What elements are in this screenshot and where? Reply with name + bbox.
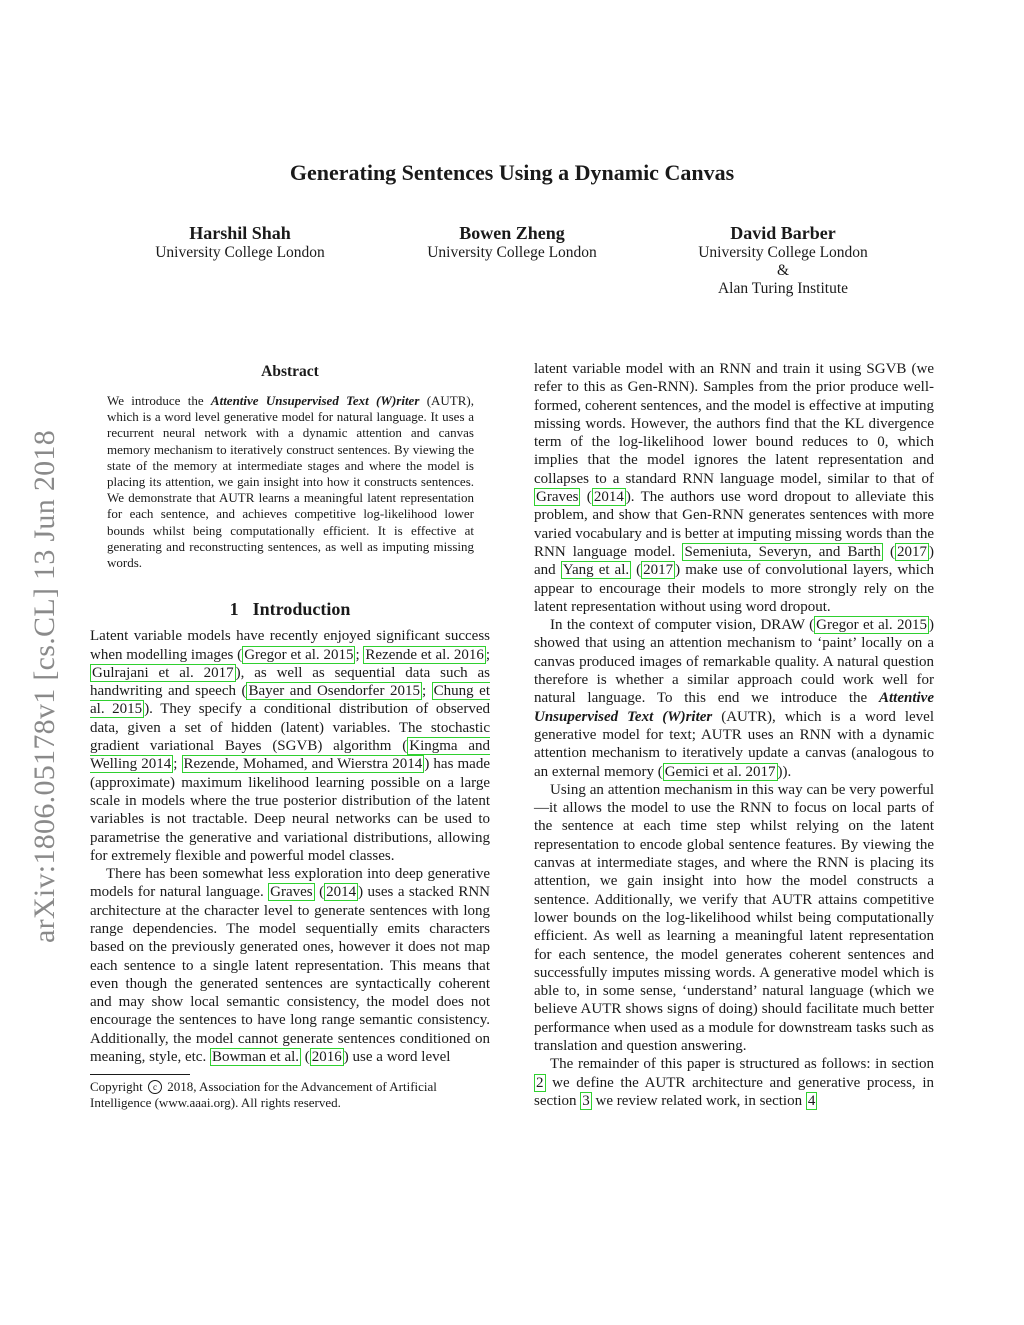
section-ref-link[interactable]: 2 xyxy=(536,1074,544,1091)
model-name: Attentive Unsupervised Text (W)riter xyxy=(210,393,420,408)
citation-link[interactable]: Rezende, Mohamed, and Wierstra 2014 xyxy=(183,756,423,773)
citation-link[interactable]: Gemici et al. 2017 xyxy=(664,763,776,780)
citation-link[interactable]: Kingma and Welling 2014 xyxy=(90,738,491,773)
author-affiliation-2: Alan Turing Institute xyxy=(717,280,849,297)
section-heading-introduction: 1 Introduction xyxy=(229,599,351,620)
citation-link[interactable]: Graves xyxy=(536,489,579,506)
citation-link[interactable]: 2014 xyxy=(593,489,624,506)
citation-link[interactable]: Rezende et al. 2016 xyxy=(365,646,484,663)
arxiv-identifier: arXiv:1806.05178v1 [cs.CL] 13 Jun 2018 xyxy=(28,429,61,943)
author-name: Bowen Zheng xyxy=(459,223,565,243)
paper-title: Generating Sentences Using a Dynamic Canvas xyxy=(289,160,735,185)
citation-link[interactable]: 2016 xyxy=(311,1049,342,1066)
author-block-1 xyxy=(110,222,370,262)
citation-link[interactable]: Bayer and Osendorfer 2015 xyxy=(248,683,420,700)
author-name: Harshil Shah xyxy=(189,223,291,243)
model-name: Attentive Unsupervised Text (W)riter xyxy=(534,690,934,725)
author-affiliation: University College London xyxy=(427,244,597,261)
citation-link[interactable]: 2017 xyxy=(643,562,674,579)
section-ref-link[interactable]: 3 xyxy=(582,1092,590,1109)
right-column xyxy=(534,360,934,1110)
intro-paragraph-1: Latent variable models have recently enjoyed significant success when modelling images ( Gregor et al. 2015 ; Rezende et al. 2016 ; Gulrajani et al. 2017 ), as well as sequential data such as handwriting and speech ( Bayer and Osendorfer 2015 ; Chung et al. 2015 ). They specify a conditional distribution of observed data, given a set of hidden (latent) variables. The stochastic gradient variational Bayes (SGVB) algorithm ( Kingma and Welling 2014 ; Rezende, Mohamed, and Wierstra 2014 ) has made (approximate) maximum likelihood learning possible on a large scale in models where the true posterior distribution of the latent variables is not tractable. Deep neural networks can be used to parametrise the generative and variational distributions, allowing for extremely flexible and powerful model classes. xyxy=(90,628,491,864)
intro-paragraph-3: latent variable model with an RNN and train it using SGVB (we refer to this as Gen-RNN). Samples from the prior produce well-formed, coherent sentences, and the model is effective at imputing missing words. However, the authors find that the KL divergence term of the log-likelihood lower bound reduces to 0, which implies that the model ignores the latent representation and collapses to a standard RNN language model, similar to that of Graves ( 2014 ). The authors use word dropout to alleviate this problem, and show that Gen-RNN generates sentences with more varied vocabulary and is better at imputing missing words than the RNN language model. Semeniuta, Severyn, and Barth ( 2017 ) and Yang et al. ( 2017 ) make use of convolutional layers, which appear to encourage their models to more strongly rely on the latent representation without using word dropout. xyxy=(534,361,935,615)
citation-link[interactable]: Semeniuta, Severyn, and Barth xyxy=(684,543,881,560)
intro-paragraph-6: The remainder of this paper is structured as follows: in section 2 we define the AUTR architecture and generative process, in section 3 we review related work, in section 4 xyxy=(534,1056,934,1109)
author-affiliation: University College London xyxy=(698,244,868,261)
citation-link[interactable]: 2014 xyxy=(326,884,357,901)
abstract-body: We introduce the Attentive Unsupervised Text (W)riter (AUTR), which is a word level generative model for natural language. It uses a recurrent neural network with a dynamic attention and canvas memory mechanism to iteratively construct sentences. By viewing the state of the memory at intermediate stages and where the model is placing its attention, we gain insight into how it constructs sentences. We demonstrate that AUTR learns a meaningful latent representation for each sentence, and achieves competitive log-likelihood lower bounds whilst being computationally efficient. It is effective at generating and reconstructing sentences, as well as imputing missing words. xyxy=(107,393,474,571)
author-affiliation-separator: & xyxy=(776,262,790,279)
intro-paragraph-5: Using an attention mechanism in this way can be very powerful—it allows the model to use the RNN to focus on local parts of the sentence at each time step whilst relying on the latent representation to encode global sentence features. By viewing the canvas at intermediate stages, and where the RNN is placing its attention, we gain insight into how the model constructs a sentence. Additionally, we verify that AUTR attains competitive lower bounds on the log-likelihood whilst being computationally efficient. As well as learning a meaningful latent representation for each sentence, the model generates coherent sentences and successfully imputes missing words. A generative model which is able to, in some sense, ‘understand’ natural language (which we believe AUTR shows signs of doing) should facilitate much better performance when used as a module for downstream tasks such as translation and question answering. xyxy=(534,781,934,1054)
left-column xyxy=(90,363,490,1111)
author-block-2 xyxy=(382,222,642,262)
author-block-3 xyxy=(653,222,913,298)
author-affiliation: University College London xyxy=(155,244,325,261)
section-ref-link[interactable]: 4 xyxy=(807,1092,816,1109)
citation-link[interactable]: Gregor et al. 2015 xyxy=(816,617,927,634)
footnote-divider xyxy=(90,1074,190,1075)
author-name: David Barber xyxy=(730,223,836,243)
copyright-footnote: Copyright c 2018, Association for the Advancement of Artificial Intelligence (www.aaai.org). All rights reserved. xyxy=(90,1079,437,1111)
citation-link[interactable]: Graves xyxy=(270,884,313,901)
citation-link[interactable]: Gulrajani et al. 2017 xyxy=(92,664,234,681)
abstract-heading: Abstract xyxy=(261,363,319,380)
citation-link[interactable]: Gregor et al. 2015 xyxy=(244,646,354,663)
citation-link[interactable]: Chung et al. 2015 xyxy=(90,683,490,718)
intro-paragraph-4: In the context of computer vision, DRAW ( Gregor et al. 2015 ) showed that using an attention mechanism to ‘paint’ locally on a canvas produced images of remarkable quality. A natural question therefore is whether a similar approach could work well for natural language. To this end we introduce the Attentive Unsupervised Text (W)riter (AUTR), which is a word level generative model for text; AUTR uses an RNN with a dynamic attention mechanism to iteratively update a canvas (analogous to an external memory ( Gemici et al. 2017 )). xyxy=(534,617,935,780)
intro-paragraph-2: There has been somewhat less exploration into deep generative models for natural language. Graves ( 2014 ) uses a stacked RNN architecture at the character level to generate sentences with long range dependencies. The model sequentially emits characters based on the previously generated ones, however it does not map each sentence to a single latent representation. This means that even though the generated sentences are syntactically coherent and may show local semantic consistency, the model does not encourage the sentences to have long range semantic consistency. Additionally, the model cannot generate sentences conditioned on meaning, style, etc. Bowman et al. ( 2016 ) use a word level xyxy=(90,866,491,1066)
citation-link[interactable]: Yang et al. xyxy=(562,562,630,579)
copyright-icon: c xyxy=(148,1080,162,1094)
citation-link[interactable]: 2017 xyxy=(896,543,927,560)
citation-link[interactable]: Bowman et al. xyxy=(211,1049,300,1066)
